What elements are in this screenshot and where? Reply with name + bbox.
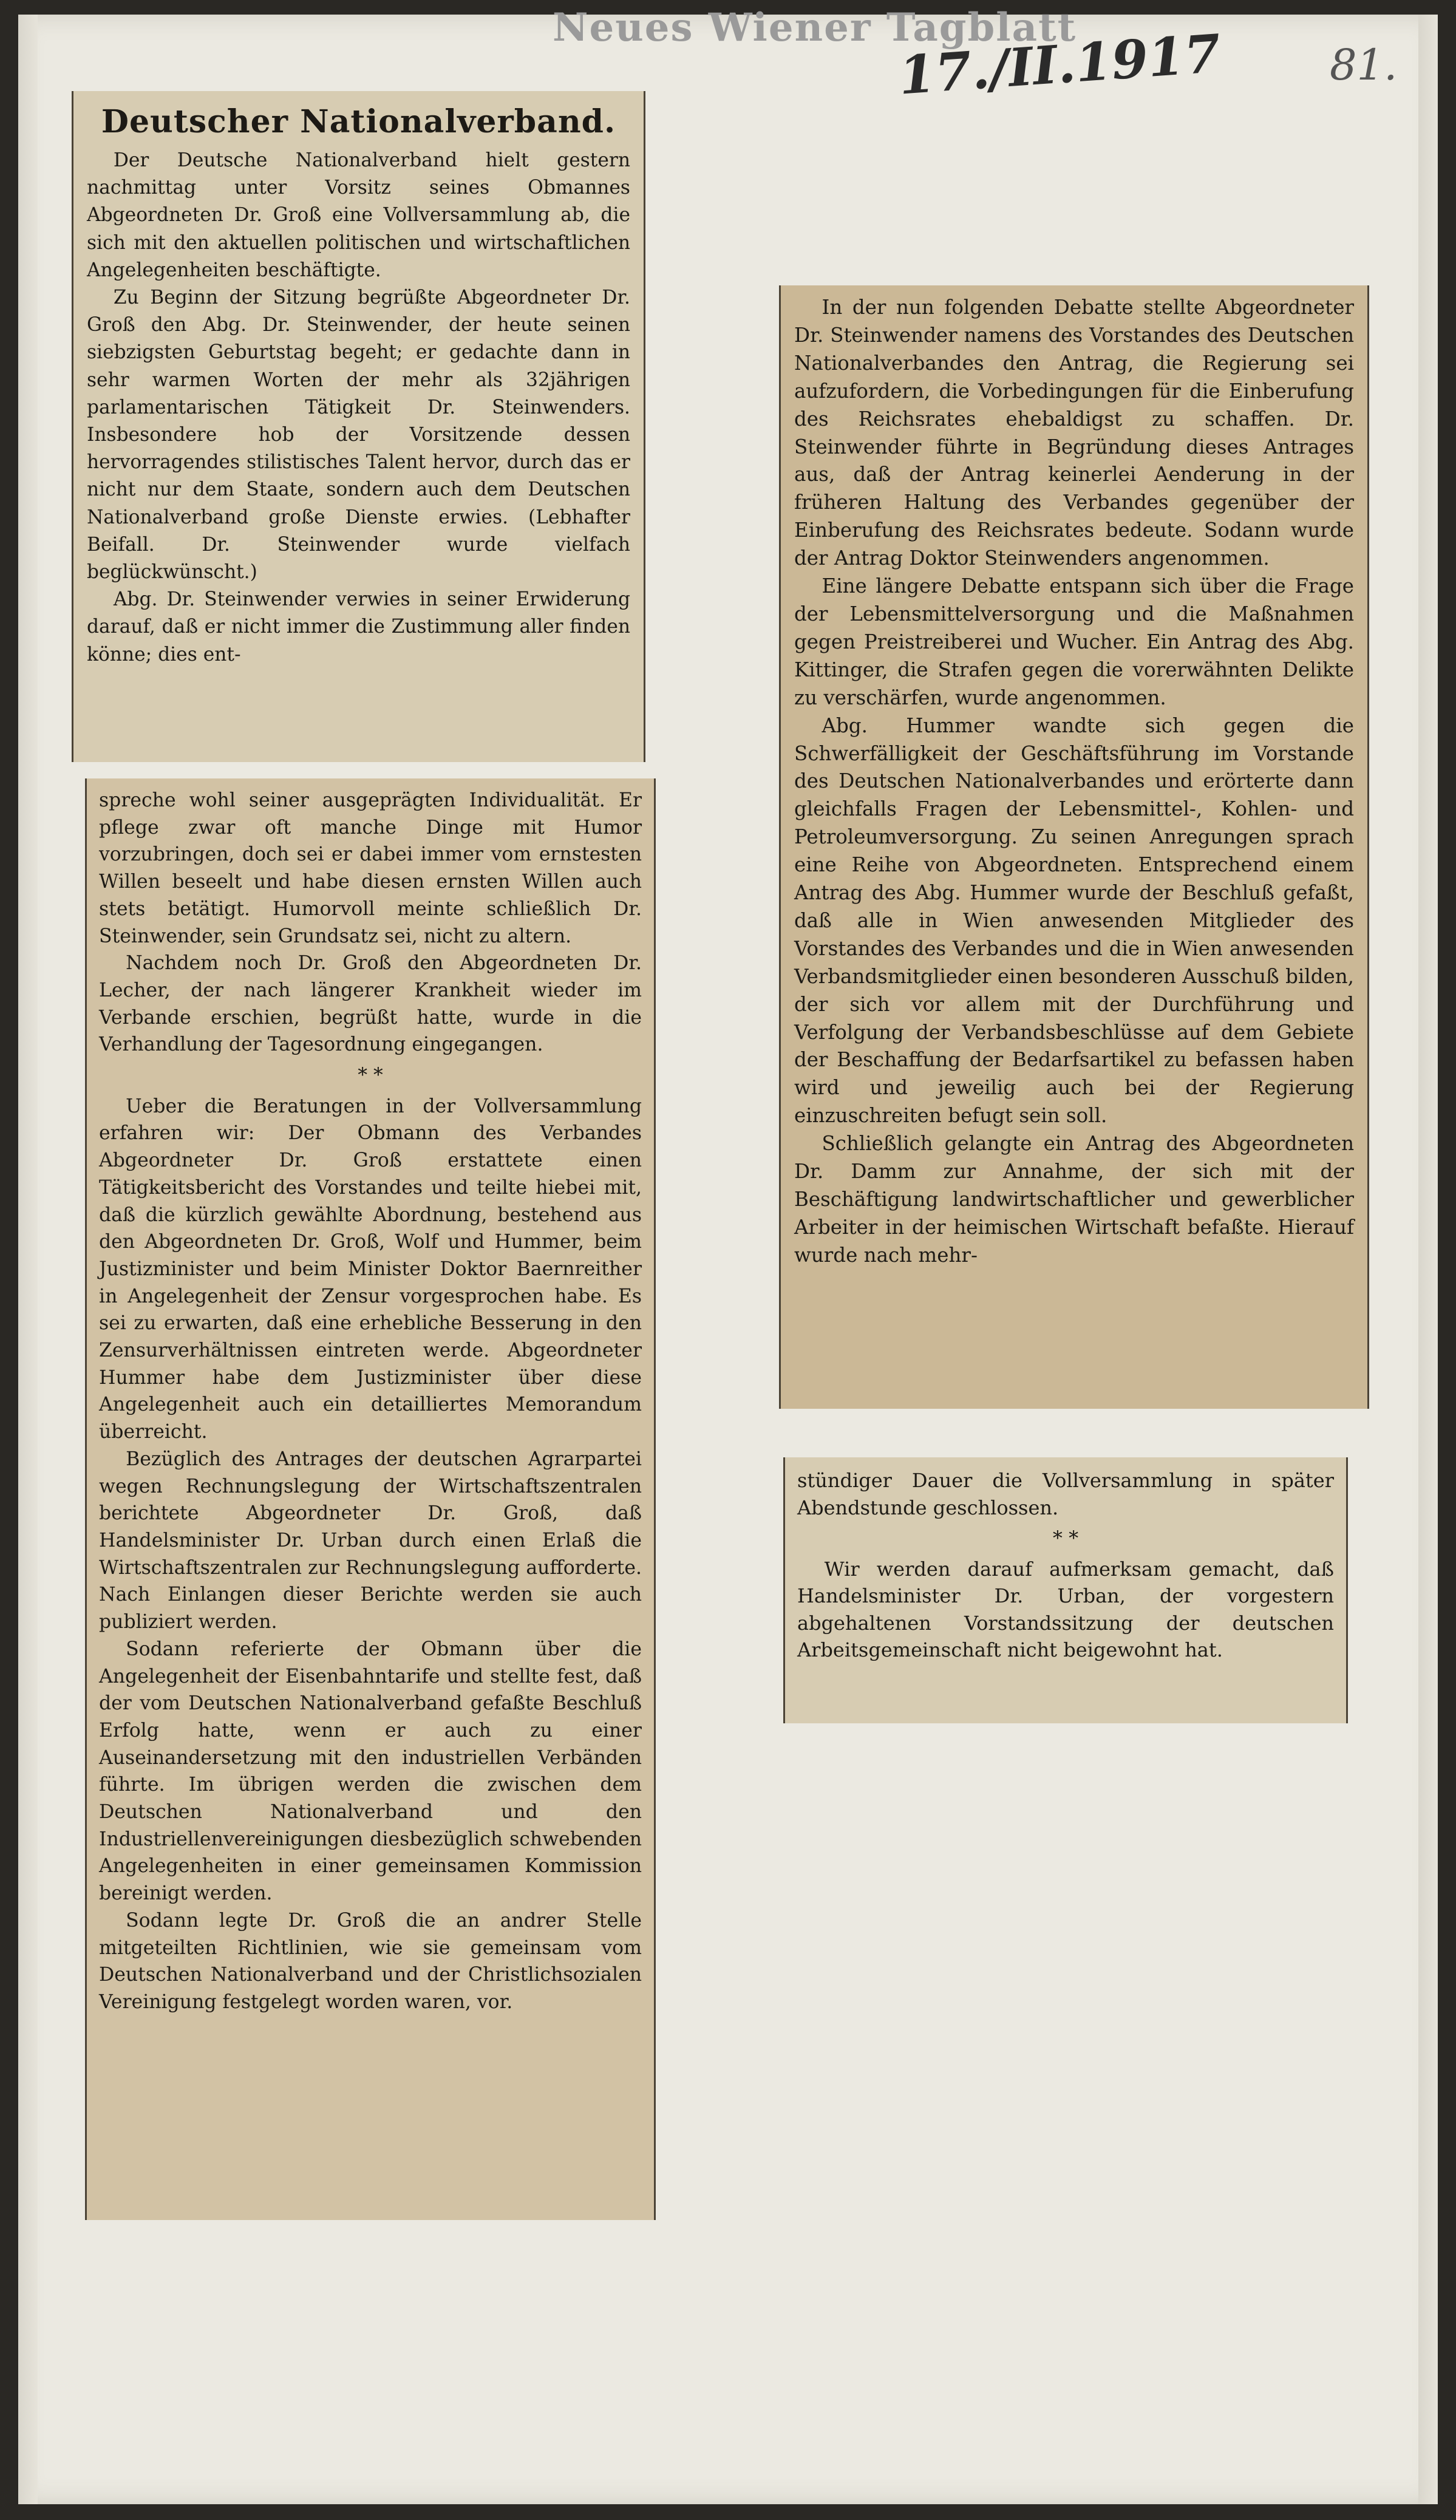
paragraph: Eine längere Debatte entspann sich über die Frage der Lebensmittelversorgung und die Maßnahmen gegen Preistreiberei und Wucher. Ein Antrag des Abg. Kittinger, die Strafen gegen die vorerwähnten Delikte zu verschärfen, wurde angenommen. bbox=[794, 574, 1354, 709]
paragraph: Nachdem noch Dr. Groß den Abgeordneten Dr. Lecher, der nach längerer Krankheit wieder im Verbande erschien, begrüßt hatte, wurde in die Verhandlung der Tagesordnung eingegangen. bbox=[99, 952, 642, 1056]
paragraph: Abg. Dr. Steinwender verwies in seiner Erwiderung darauf, daß er nicht immer die Zustimmung aller finden könne; dies ent- bbox=[87, 588, 630, 666]
paragraph: Der Deutsche Nationalverband hielt gestern nachmittag unter Vorsitz seines Obmannes Abgeordneten Dr. Groß eine Vollversammlung ab, die sich mit den aktuellen politischen und wirtschaftlichen Angelegenheiten beschäftigte. bbox=[87, 149, 630, 281]
paragraph: Ueber die Beratungen in der Vollversammlung erfahren wir: Der Obmann des Verbandes Abgeordneter Dr. Groß erstattete einen Tätigkeitsbericht des Vorstandes und teilte hiebei mit, daß die kürzlich gewählte Abordnung, bestehend aus den Abgeordneten Dr. Groß, Wolf und Hummer, beim Justizminister und beim Minister Doktor Baernreither in Angelegenheit der Zensur vorgesprochen habe. Es sei zu erwarten, daß eine erhebliche Besserung in den Zensurverhältnissen eintreten werde. Abgeordneter Hummer habe dem Justizminister über diese Angelegenheit auch ein detailliertes Memorandum überreicht. bbox=[99, 1095, 642, 1443]
clipping-column-4 bbox=[783, 1457, 1348, 1723]
paragraph: Schließlich gelangte ein Antrag des Abgeordneten Dr. Damm zur Annahme, der sich mit der Beschäftigung landwirtschaftlicher und gewerblicher Arbeiter in der heimischen Wirtschaft befaßte. Hierauf wurde nach mehr- bbox=[794, 1132, 1354, 1267]
binding-strip bbox=[1418, 15, 1438, 2504]
section-separator: * * bbox=[358, 1064, 383, 1087]
paragraph: Abg. Hummer wandte sich gegen die Schwerfälligkeit der Geschäftsführung im Vorstande des Deutschen Nationalverbandes und erörterte dann gleichfalls Fragen der Lebensmittel-, Kohlen- und Petroleumversorgung. Zu seinen Anregungen sprach eine Reihe von Abgeordneten. Entsprechend einem Antrag des Abg. Hummer wurde der Beschluß gefaßt, daß alle in Wien anwesenden Mitglieder des Vorstandes des Verbandes und die in Wien anwesenden Verbandsmitglieder einen besonderen Ausschuß bilden, der sich vor allem mit der Durchführung und Verfolgung der Verbandsbeschlüsse auf dem Gebiete der Beschaffung der Bedarfsartikel zu befassen haben wird und jeweilig auch bei der Regierung einzuschreiten befugt sein soll. bbox=[794, 713, 1354, 1128]
paragraph: Sodann legte Dr. Groß die an andrer Stelle mitgeteilten Richtlinien, wie sie gemeinsam vom Deutschen Nationalverband und der Christlichsozialen Vereinigung festgelegt worden waren, vor. bbox=[99, 1909, 642, 2013]
paragraph: Bezüglich des Antrages der deutschen Agrarpartei wegen Rechnungslegung der Wirtschaftszentralen berichtete Abgeordneter Dr. Groß, daß Handelsminister Dr. Urban durch einen Erlaß die Wirtschaftszentralen zur Rechnungslegung aufforderte. Nach Einlangen dieser Berichte werden sie auch publiziert werden. bbox=[99, 1448, 642, 1633]
paragraph: In der nun folgenden Debatte stellte Abgeordneter Dr. Steinwender namens des Vorstandes des Deutschen Nationalverbandes den Antrag, die Regierung sei aufzufordern, die Vorbedingungen für die Einberufung des Reichsrates ehebaldigst zu schaffen. Dr. Steinwender führte in Begründung dieses Antrages aus, daß der Antrag keinerlei Aenderung in der früheren Haltung des Verbandes gegenüber der Einberufung des Reichsrates bedeute. Sodann wurde der Antrag Doktor Steinwenders angenommen. bbox=[794, 296, 1354, 570]
clipping-column-3 bbox=[779, 285, 1369, 1409]
paragraph: Wir werden darauf aufmerksam gemacht, daß Handelsminister Dr. Urban, der vorgestern abgehaltenen Vorstandssitzung der deutschen Arbeitsgemeinschaft nicht beigewohnt hat. bbox=[797, 1557, 1334, 1661]
handwritten-date: 17./II.1917 bbox=[896, 22, 1223, 107]
paragraph: spreche wohl seiner ausgeprägten Individualität. Er pflege zwar oft manche Dinge mit Humor vorzubringen, doch sei er dabei immer vom ernstesten Willen beseelt und habe diesen ernsten Willen auch stets betätigt. Humorvoll meinte schließlich Dr. Steinwender, sein Grundsatz sei, nicht zu altern. bbox=[99, 789, 642, 947]
paragraph: Sodann referierte der Obmann über die Angelegenheit der Eisenbahntarife und stellte fest, daß der vom Deutschen Nationalverband gefaßte Beschluß Erfolg hatte, wenn er auch zu einer Auseinandersetzung mit den industriellen Verbänden führte. Im übrigen werden die zwischen dem Deutschen Nationalverband und den Industriellenvereinigungen diesbezüglich schwebenden Angelegenheiten in einer gemeinsamen Kommission bereinigt werden. bbox=[99, 1638, 642, 1905]
paragraph: stündiger Dauer die Vollversammlung in später Abendstunde geschlossen. bbox=[797, 1469, 1334, 1519]
article-title: Deutscher Nationalverband. bbox=[101, 103, 616, 140]
section-separator: * * bbox=[1052, 1527, 1079, 1550]
paragraph: Zu Beginn der Sitzung begrüßte Abgeordneter Dr. Groß den Abg. Dr. Steinwender, der heute seinen siebzigsten Geburtstag begeht; er gedachte dann in sehr warmen Worten der mehr als 32jährigen parlamentarischen Tätigkeit Dr. Steinwenders. Insbesondere hob der Vorsitzende dessen hervorragendes stilistisches Talent hervor, durch das er nicht nur dem Staate, sondern auch dem Deutschen Nationalverband große Dienste erwies. (Lebhafter Beifall. Dr. Steinwender wurde vielfach beglückwünscht.) bbox=[87, 287, 630, 584]
newspaper-stamp: Neues Wiener Tagblatt bbox=[553, 5, 1077, 50]
binding-strip bbox=[18, 15, 38, 2504]
page-number: 81. bbox=[1330, 40, 1398, 90]
clipping-column-1 bbox=[72, 91, 645, 762]
clipping-column-2 bbox=[85, 778, 656, 2220]
